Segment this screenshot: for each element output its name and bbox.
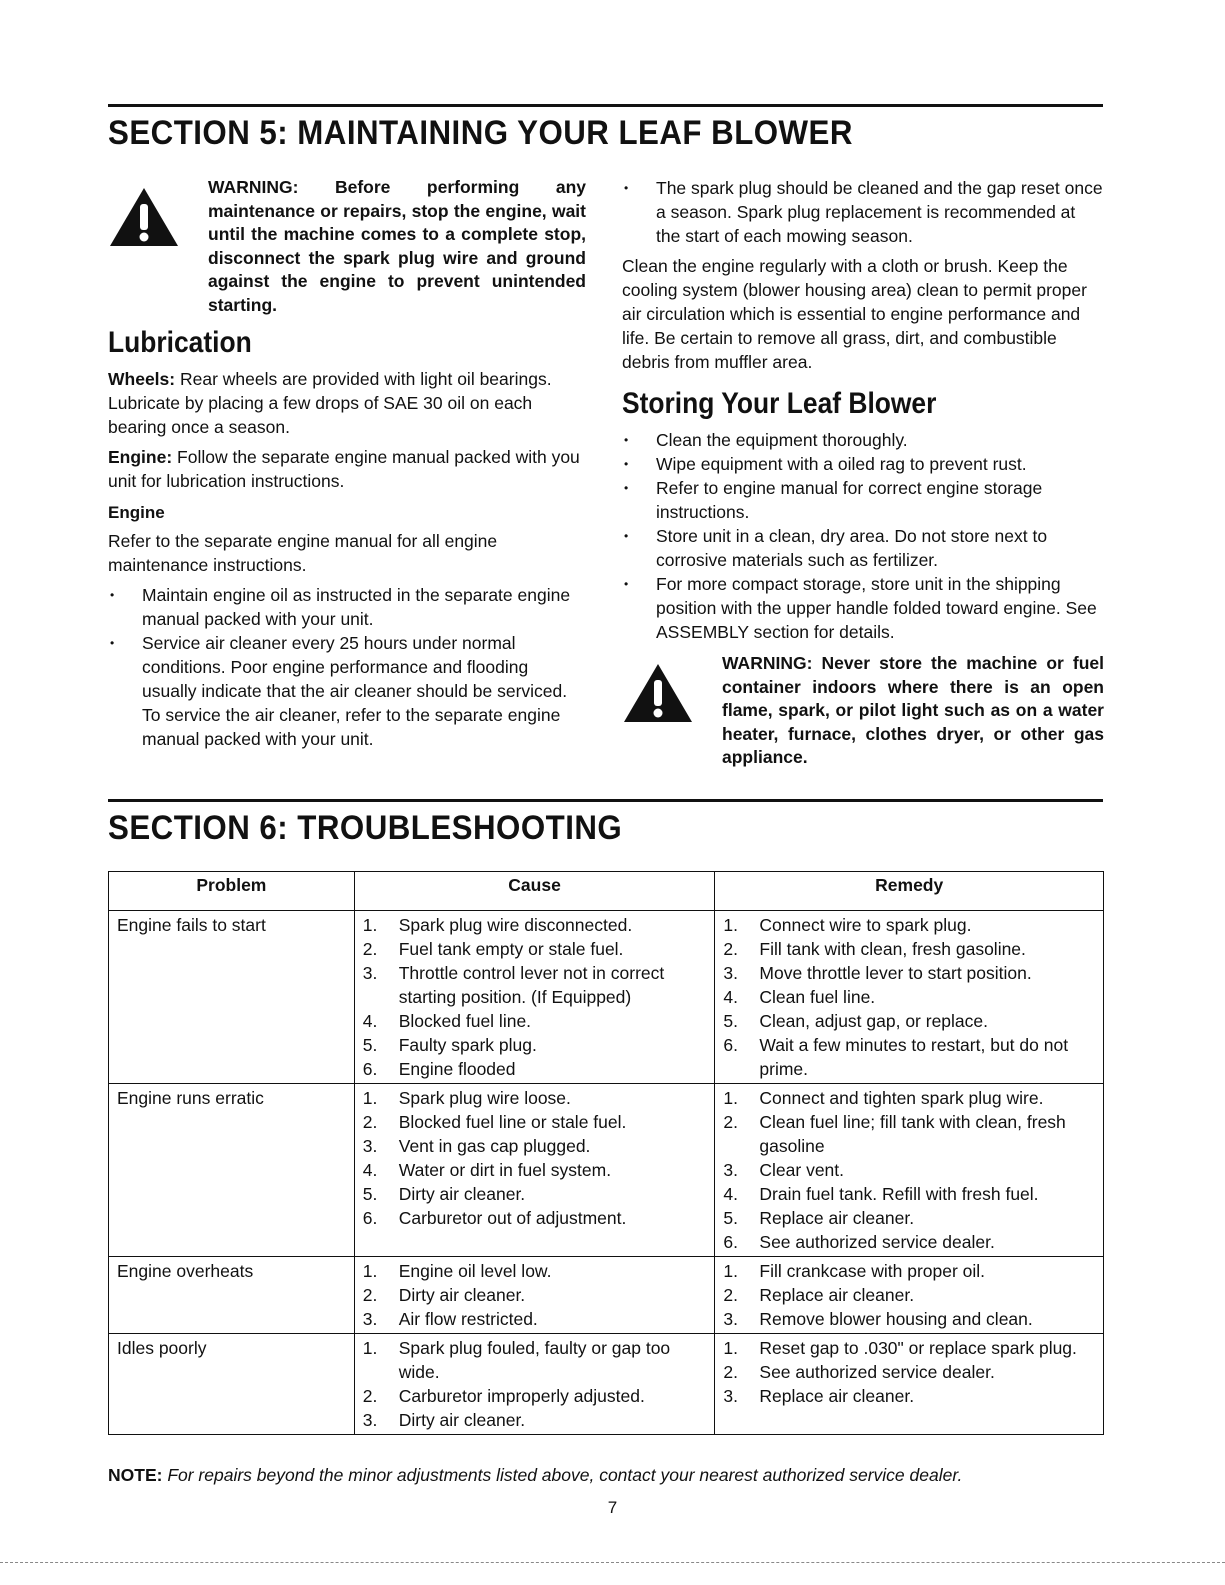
- item-text: See authorized service dealer.: [759, 1362, 995, 1382]
- item-number: 3.: [723, 963, 738, 983]
- list-item: • Service air cleaner every 25 hours under normal conditions. Poor engine performance and flooding usually indicate that the air cleaner should be serviced. To service the air cleaner, refer to the separate engine manual packed with your unit.: [108, 631, 586, 751]
- item-number: 2.: [723, 1112, 738, 1132]
- item-text: Throttle control lever not in correct starting position. (If Equipped): [398, 963, 665, 1007]
- cause-list: [363, 913, 715, 1081]
- list-item: [363, 913, 715, 937]
- item-number: 2.: [362, 1285, 378, 1305]
- cause-cell: [354, 1257, 715, 1334]
- item-number: 3.: [362, 1410, 378, 1430]
- item-text: Water or dirt in fuel system.: [398, 1160, 612, 1180]
- table-row: [109, 1257, 1104, 1334]
- item-text: Engine oil level low.: [398, 1261, 552, 1281]
- item-text: Blocked fuel line or stale fuel.: [398, 1112, 627, 1132]
- list-item: [363, 1110, 715, 1134]
- item-text: Reset gap to .030" or replace spark plug.: [759, 1338, 1077, 1358]
- troubleshooting-table: [108, 871, 1104, 1435]
- item-text: Air flow restricted.: [398, 1309, 538, 1329]
- list-item: [363, 961, 715, 1009]
- item-number: 2.: [362, 939, 378, 959]
- item-text: Spark plug wire disconnected.: [398, 915, 633, 935]
- item-number: 1.: [723, 1338, 738, 1358]
- list-item: [723, 1182, 1103, 1206]
- item-number: 1.: [362, 915, 378, 935]
- list-item: [363, 1086, 715, 1110]
- list-item: [363, 1259, 715, 1283]
- item-text: Clear vent.: [759, 1160, 845, 1180]
- cause-cell: [354, 1334, 715, 1435]
- lubrication-heading: Lubrication: [108, 326, 252, 359]
- item-number: 3.: [723, 1160, 738, 1180]
- table-header-row: [109, 872, 1104, 911]
- item-number: 4.: [723, 987, 738, 1007]
- list-item: • Maintain engine oil as instructed in the separate engine manual packed with your unit.: [108, 583, 586, 631]
- list-item: [723, 1336, 1103, 1360]
- maintenance-warning: [108, 176, 586, 317]
- item-text: Connect and tighten spark plug wire.: [759, 1088, 1044, 1108]
- list-item: [363, 1408, 715, 1432]
- item-text: Spark plug fouled, faulty or gap too wide.: [398, 1338, 671, 1382]
- item-text: Replace air cleaner.: [759, 1386, 915, 1406]
- remedy-list: [723, 1086, 1103, 1254]
- engine-lube-paragraph: [108, 445, 586, 493]
- wheels-paragraph: [108, 367, 586, 439]
- list-item: [723, 961, 1103, 985]
- item-number: 1.: [723, 1261, 738, 1281]
- list-item: [723, 1158, 1103, 1182]
- engine-bullets: [108, 583, 586, 751]
- item-number: 1.: [362, 1261, 378, 1281]
- wheels-label: Wheels:: [108, 369, 176, 389]
- troubleshooting-table-body: [109, 911, 1104, 1435]
- list-item: [723, 1009, 1103, 1033]
- item-number: 2.: [723, 1362, 738, 1382]
- item-number: 1.: [723, 1088, 738, 1108]
- cause-cell: [354, 1084, 715, 1257]
- item-text: Remove blower housing and clean.: [759, 1309, 1033, 1329]
- item-text: Blocked fuel line.: [398, 1011, 532, 1031]
- problem-cell: Idles poorly: [109, 1334, 355, 1435]
- item-number: 6.: [723, 1232, 738, 1252]
- list-item: [363, 1283, 715, 1307]
- item-text: Faulty spark plug.: [398, 1035, 537, 1055]
- problem-cell: Engine fails to start: [109, 911, 355, 1084]
- section5-top-rule: [108, 104, 1103, 107]
- item-number: 6.: [362, 1059, 378, 1079]
- item-text: Fuel tank empty or stale fuel.: [398, 939, 624, 959]
- list-item: [363, 937, 715, 961]
- list-item: [723, 985, 1103, 1009]
- list-item: [363, 1033, 715, 1057]
- item-text: Drain fuel tank. Refill with fresh fuel.: [759, 1184, 1039, 1204]
- item-text: Dirty air cleaner.: [398, 1285, 526, 1305]
- list-item: • Wipe equipment with a oiled rag to prevent rust.: [622, 452, 1104, 476]
- note-label: NOTE:: [108, 1465, 163, 1485]
- list-item: • For more compact storage, store unit in the shipping position with the upper handle folded toward engine. See ASSEMBLY section for details.: [622, 572, 1104, 644]
- item-number: 4.: [362, 1011, 378, 1031]
- item-text: Dirty air cleaner.: [398, 1410, 526, 1430]
- list-item: [723, 913, 1103, 937]
- list-item: [723, 1283, 1103, 1307]
- engine-label: Engine:: [108, 447, 173, 467]
- list-item: [363, 1158, 715, 1182]
- header-cause: Cause: [354, 872, 715, 911]
- item-text: Clean fuel line; fill tank with clean, fresh gasoline: [759, 1112, 1066, 1156]
- list-item: [363, 1009, 715, 1033]
- note-text: For repairs beyond the minor adjustments listed above, contact your nearest authorized service dealer.: [162, 1465, 963, 1485]
- storing-bullets: [622, 428, 1104, 644]
- item-number: 3.: [723, 1309, 738, 1329]
- list-item: [723, 1259, 1103, 1283]
- list-item: [363, 1057, 715, 1081]
- list-item: [723, 1230, 1103, 1254]
- item-text: Fill tank with clean, fresh gasoline.: [759, 939, 1026, 959]
- list-item: • Refer to engine manual for correct engine storage instructions.: [622, 476, 1104, 524]
- remedy-cell: [715, 911, 1104, 1084]
- item-text: Replace air cleaner.: [759, 1208, 915, 1228]
- engine-lube-text: Follow the separate engine manual packed with you unit for lubrication instructions.: [108, 447, 580, 491]
- cause-list: [363, 1259, 715, 1331]
- item-number: 2.: [362, 1112, 378, 1132]
- warning-triangle-icon: [108, 186, 180, 248]
- item-text: Replace air cleaner.: [759, 1285, 915, 1305]
- table-row: [109, 911, 1104, 1084]
- item-text: Carburetor out of adjustment.: [398, 1208, 627, 1228]
- remedy-list: [723, 1259, 1103, 1331]
- storage-warning: [622, 652, 1104, 770]
- item-number: 5.: [362, 1184, 378, 1204]
- list-item: [363, 1206, 715, 1230]
- item-number: 1.: [362, 1088, 378, 1108]
- wheels-text: Rear wheels are provided with light oil bearings. Lubricate by placing a few drops of SAE 30 oil on each bearing once a season.: [108, 369, 552, 437]
- remedy-cell: [715, 1257, 1104, 1334]
- item-text: Spark plug wire loose.: [398, 1088, 571, 1108]
- list-item: [723, 1206, 1103, 1230]
- section5-left-column: [108, 176, 586, 757]
- item-text: Carburetor improperly adjusted.: [398, 1386, 645, 1406]
- section5-right-column: [622, 176, 1104, 770]
- storage-warning-text: WARNING: Never store the machine or fuel container indoors where there is an open flame, spark, or pilot light such as on a water heater, furnace, clothes dryer, or other gas appliance.: [722, 653, 1104, 767]
- item-text: Engine flooded: [398, 1059, 516, 1079]
- item-text: Dirty air cleaner.: [398, 1184, 526, 1204]
- header-problem: Problem: [109, 872, 355, 911]
- item-number: 4.: [723, 1184, 738, 1204]
- warning-triangle-icon: [622, 662, 694, 724]
- remedy-cell: [715, 1334, 1104, 1435]
- list-item: • Clean the equipment thoroughly.: [622, 428, 1104, 452]
- note: [108, 1465, 962, 1486]
- list-item: [723, 1384, 1103, 1408]
- spark-plug-bullets: [622, 176, 1104, 248]
- section6-title: SECTION 6: TROUBLESHOOTING: [108, 809, 623, 847]
- list-item: [363, 1307, 715, 1331]
- cleaning-paragraph: Clean the engine regularly with a cloth or brush. Keep the cooling system (blower housing area) clean to permit proper air circulation which is essential to engine performance and life. Be certain to remove all grass, dirt, and combustible debris from muffler area.: [622, 256, 1087, 372]
- item-text: Vent in gas cap plugged.: [398, 1136, 591, 1156]
- item-text: Connect wire to spark plug.: [759, 915, 972, 935]
- list-item: [363, 1134, 715, 1158]
- item-text: See authorized service dealer.: [759, 1232, 995, 1252]
- item-text: Wait a few minutes to restart, but do not prime.: [759, 1035, 1069, 1079]
- page-bottom-border: [0, 1562, 1225, 1563]
- problem-cell: Engine overheats: [109, 1257, 355, 1334]
- item-text: Fill crankcase with proper oil.: [759, 1261, 986, 1281]
- item-number: 6.: [362, 1208, 378, 1228]
- list-item: [363, 1336, 715, 1384]
- item-number: 3.: [362, 963, 378, 983]
- list-item: [723, 1307, 1103, 1331]
- list-item: [723, 1033, 1103, 1081]
- item-number: 3.: [723, 1386, 738, 1406]
- item-number: 3.: [362, 1136, 378, 1156]
- item-number: 1.: [362, 1338, 378, 1358]
- list-item: [723, 1110, 1103, 1158]
- problem-cell: Engine runs erratic: [109, 1084, 355, 1257]
- cause-cell: [354, 911, 715, 1084]
- item-number: 5.: [723, 1011, 738, 1031]
- list-item: [723, 1360, 1103, 1384]
- page-number: 7: [607, 1498, 618, 1517]
- item-number: 5.: [723, 1208, 738, 1228]
- section5-title: SECTION 5: MAINTAINING YOUR LEAF BLOWER: [108, 114, 853, 152]
- remedy-list: [723, 1336, 1103, 1408]
- section6-top-rule: [108, 799, 1103, 802]
- list-item: [723, 937, 1103, 961]
- table-row: [109, 1084, 1104, 1257]
- maintenance-warning-text: WARNING: Before performing any maintenance or repairs, stop the engine, wait until the machine comes to a complete stop, disconnect the spark plug wire and ground against the engine to prevent unintended starting.: [208, 177, 586, 315]
- engine-intro: Refer to the separate engine manual for all engine maintenance instructions.: [108, 531, 498, 575]
- item-number: 6.: [723, 1035, 738, 1055]
- storing-heading: Storing Your Leaf Blower: [622, 387, 937, 420]
- list-item: [363, 1182, 715, 1206]
- item-number: 2.: [723, 1285, 738, 1305]
- cause-list: [363, 1086, 715, 1230]
- item-number: 4.: [362, 1160, 378, 1180]
- item-number: 5.: [362, 1035, 378, 1055]
- cause-list: [363, 1336, 715, 1432]
- remedy-list: [723, 913, 1103, 1081]
- item-number: 3.: [362, 1309, 378, 1329]
- list-item: • Store unit in a clean, dry area. Do not store next to corrosive materials such as fertilizer.: [622, 524, 1104, 572]
- header-remedy: Remedy: [715, 872, 1104, 911]
- item-number: 2.: [723, 939, 738, 959]
- item-text: Clean, adjust gap, or replace.: [759, 1011, 989, 1031]
- engine-heading: Engine: [108, 503, 165, 522]
- item-text: Move throttle lever to start position.: [759, 963, 1032, 983]
- remedy-cell: [715, 1084, 1104, 1257]
- table-row: [109, 1334, 1104, 1435]
- item-text: Clean fuel line.: [759, 987, 876, 1007]
- item-number: 2.: [362, 1386, 378, 1406]
- item-number: 1.: [723, 915, 738, 935]
- list-item: [363, 1384, 715, 1408]
- list-item: [723, 1086, 1103, 1110]
- list-item: • The spark plug should be cleaned and the gap reset once a season. Spark plug replacement is recommended at the start of each mowing season.: [622, 176, 1104, 248]
